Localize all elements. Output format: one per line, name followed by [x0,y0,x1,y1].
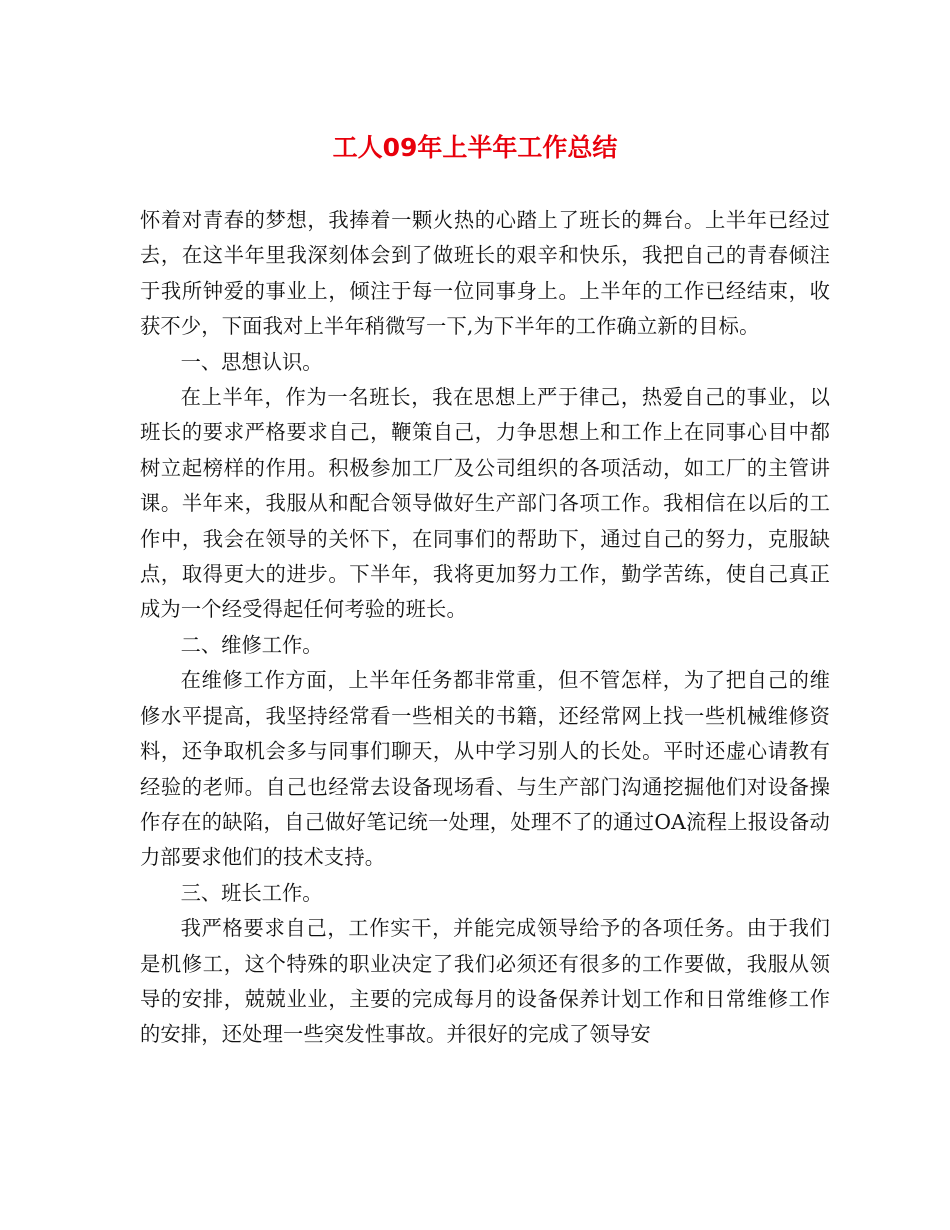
section-heading-team-leader: 三、班长工作。 [180,880,323,905]
section-body-thinking: 在上半年，作为一名班长，我在思想上严于律己，热爱自己的事业，以班长的要求严格要求自己，鞭策自己，力争思想上和工作上在同事心目中都树立起榜样的作用。积极参加工厂及公司组织的各项活动，如工厂的主管讲课。半年来，我服从和配合领导做好生产部门各项工作。我相信在以后的工作中，我会在领导的关怀下，在同事们的帮助下，通过自己的努力，克服缺点，取得更大的进步。下半年，我将更加努力工作，勤学苦练，使自己真正成为一个经受得起任何考验的班长。 [140,385,830,622]
section-heading-maintenance: 二、维修工作。 [180,632,323,657]
document-title: 工人09年上半年工作总结 [332,133,618,162]
section-body-maintenance: 在维修工作方面，上半年任务都非常重，但不管怎样，为了把自己的维修水平提高，我坚持经常看一些相关的书籍，还经常网上找一些机械维修资料，还争取机会多与同事们聊天，从中学习别人的长处。平时还虚心请教有经验的老师。自己也经常去设备现场看、与生产部门沟通挖掘他们对设备操作存在的缺陷，自己做好笔记统一处理，处理不了的通过OA流程上报设备动力部要求他们的技术支持。 [140,668,830,870]
document-body [140,203,830,1053]
intro-paragraph: 怀着对青春的梦想，我捧着一颗火热的心踏上了班长的舞台。上半年已经过去，在这半年里我深刻体会到了做班长的艰辛和快乐，我把自己的青春倾注于我所钟爱的事业上，倾注于每一位同事身上。上半年的工作已经结束，收获不少，下面我对上半年稍微写一下,为下半年的工作确立新的目标。 [140,208,830,339]
section-heading-thinking: 一、思想认识。 [180,349,323,374]
section-body-team-leader: 我严格要求自己，工作实干，并能完成领导给予的各项任务。由于我们是机修工，这个特殊的职业决定了我们必须还有很多的工作要做，我服从领导的安排，兢兢业业，主要的完成每月的设备保养计划工作和日常维修工作的安排，还处理一些突发性事故。并很好的完成了领导安 [140,916,830,1047]
